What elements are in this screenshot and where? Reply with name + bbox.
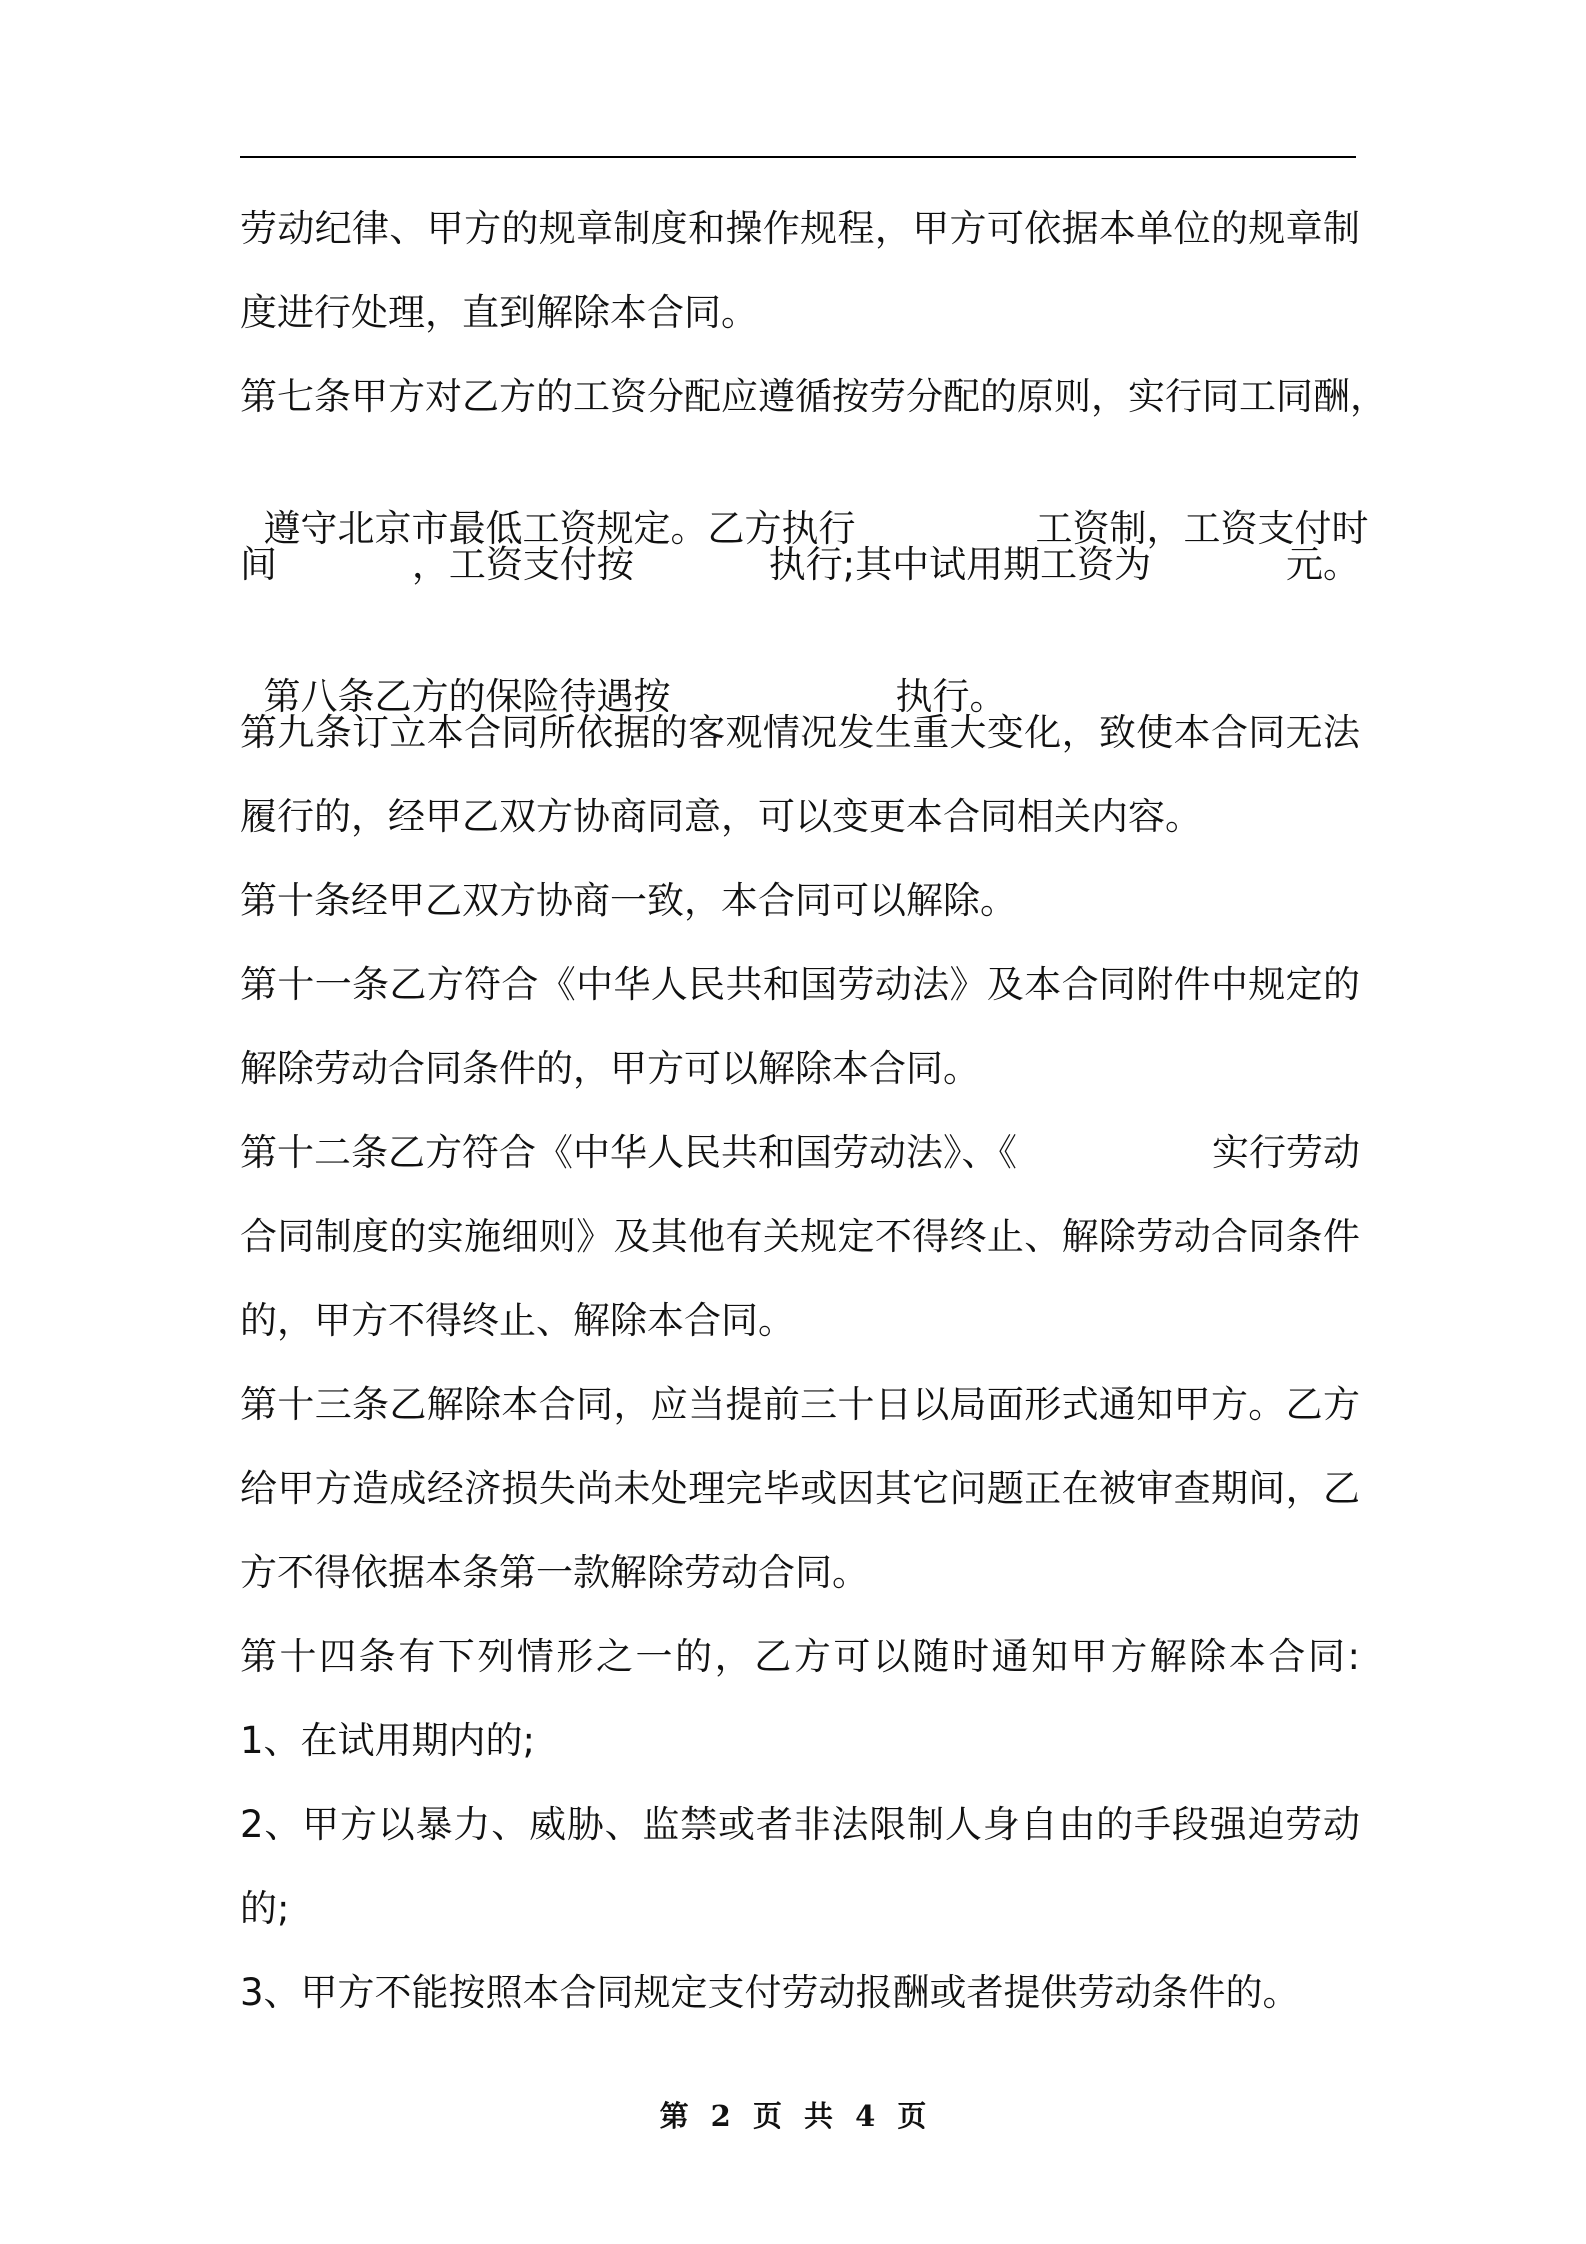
text-line: 履行的，经甲乙双方协商同意，可以变更本合同相关内容。 (240, 795, 1202, 838)
header-rule (240, 156, 1356, 158)
text-segment: 执行;其中试用期工资为 (768, 543, 1152, 586)
text-segment: 元。 (1286, 543, 1360, 586)
text-line: 劳动纪律、甲方的规章制度和操作规程，甲方可依据本单位的规章制 (240, 207, 1360, 250)
text-line-with-blank (240, 625, 1007, 718)
text-segment: 第八条乙方的保险待遇按 (263, 675, 671, 718)
text-line: 合同制度的实施细则》及其他有关规定不得终止、解除劳动合同条件 (240, 1215, 1360, 1258)
text-line: 1、在试用期内的; (240, 1719, 536, 1762)
page-number-footer: 第 2 页 共 4 页 (659, 2099, 927, 2133)
text-segment: 工资制，工资支付时 (1035, 507, 1369, 550)
text-segment: 执行。 (895, 675, 1007, 718)
text-line: 第七条甲方对乙方的工资分配应遵循按劳分配的原则，实行同工同酬， (240, 375, 1387, 418)
text-line: 第十四条有下列情形之一的，乙方可以随时通知甲方解除本合同: (240, 1635, 1360, 1678)
text-segment: 实行劳动 (1212, 1131, 1360, 1174)
text-line: 的，甲方不得终止、解除本合同。 (240, 1299, 795, 1342)
text-line: 2、甲方以暴力、威胁、监禁或者非法限制人身自由的手段强迫劳动 (240, 1803, 1360, 1846)
text-line: 第十一条乙方符合《中华人民共和国劳动法》及本合同附件中规定的 (240, 963, 1360, 1006)
text-line-with-blank (240, 457, 1369, 550)
text-line: 给甲方造成经济损失尚未处理完毕或因其它问题正在被审查期间，乙 (240, 1467, 1360, 1510)
text-segment: 第十二条乙方符合《中华人民共和国劳动法》、《 (240, 1131, 1017, 1174)
text-segment: 遵守北京市最低工资规定。乙方执行 (263, 507, 856, 550)
text-line: 的; (240, 1887, 290, 1930)
text-segment: ，工资支付按 (411, 543, 634, 586)
text-line-with-blanks (240, 541, 1360, 589)
text-segment: 间 (240, 543, 277, 586)
text-line: 解除劳动合同条件的，甲方可以解除本合同。 (240, 1047, 980, 1090)
text-line: 第十三条乙解除本合同，应当提前三十日以局面形式通知甲方。乙方 (240, 1383, 1360, 1426)
text-line: 第十条经甲乙双方协商一致，本合同可以解除。 (240, 879, 1017, 922)
text-line: 3、甲方不能按照本合同规定支付劳动报酬或者提供劳动条件的。 (240, 1971, 1300, 2014)
text-line: 度进行处理，直到解除本合同。 (240, 291, 758, 334)
text-line: 第九条订立本合同所依据的客观情况发生重大变化，致使本合同无法 (240, 711, 1360, 754)
text-line-with-blank (240, 1129, 1360, 1177)
text-line: 方不得依据本条第一款解除劳动合同。 (240, 1551, 869, 1594)
